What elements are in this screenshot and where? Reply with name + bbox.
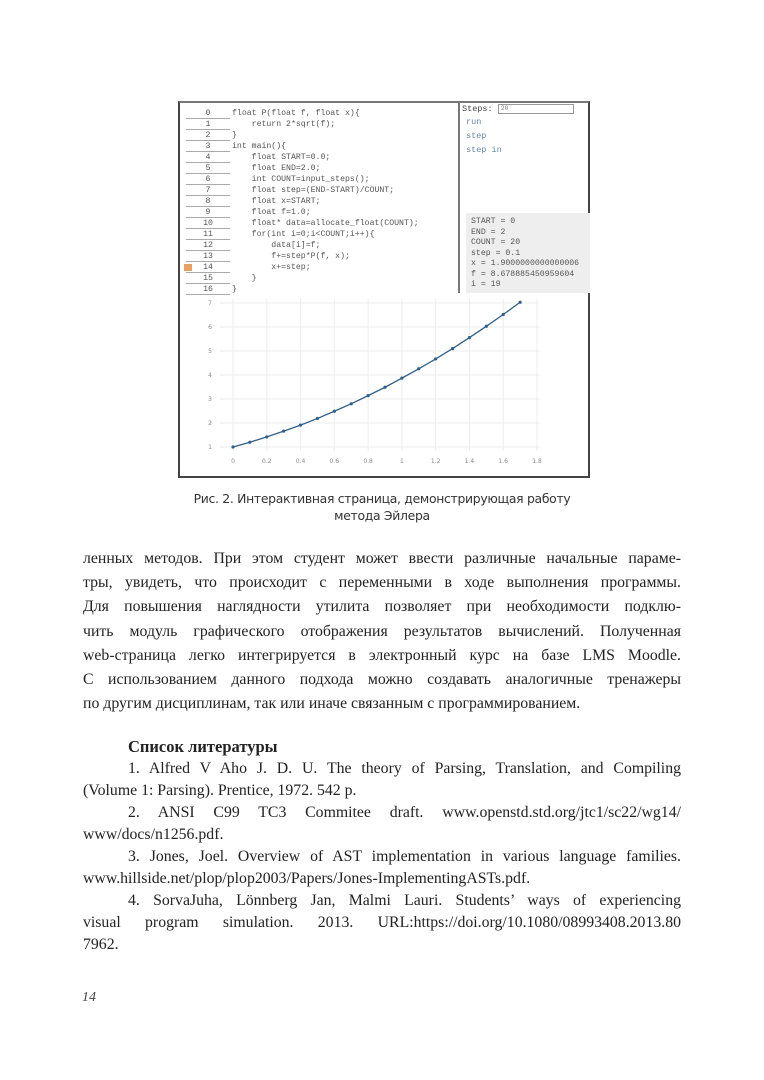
line-number[interactable]: 11: [186, 229, 230, 240]
code-line: [180, 207, 456, 218]
x-tick-label: 1.6: [498, 458, 508, 465]
code-text: float f=1.0;: [232, 208, 311, 217]
code-text: float END=2.0;: [232, 164, 321, 173]
data-point: [367, 394, 370, 397]
data-point: [451, 347, 454, 350]
caption-line-2: метода Эйлера: [334, 508, 430, 523]
run-command[interactable]: run: [466, 117, 482, 127]
code-text: float* data=allocate_float(COUNT);: [232, 219, 419, 228]
body-line: web-страница легко интегрируется в электронный курс на базе LMS Moodle.: [83, 646, 681, 664]
variables-box: [466, 213, 590, 293]
reference-line: (Volume 1: Parsing). Prentice, 1972. 542 p.: [83, 782, 357, 799]
code-text: float START=0.0;: [232, 153, 331, 162]
data-point: [502, 313, 505, 316]
code-panel: [180, 103, 456, 295]
code-line: [180, 130, 456, 141]
reference-line: 1. Alfred V Aho J. D. U. The theory of Parsing, Translation, and Compiling: [128, 760, 681, 777]
code-line: [180, 251, 456, 262]
x-tick-label: 1.8: [532, 458, 542, 465]
variable-value: START = 0: [471, 217, 516, 226]
figure-caption: [150, 490, 614, 524]
data-point: [485, 325, 488, 328]
code-text: }: [232, 274, 257, 283]
x-tick-label: 0.4: [295, 458, 306, 465]
data-point: [282, 430, 285, 433]
reference-item: [83, 802, 681, 846]
data-point: [417, 367, 420, 370]
line-number[interactable]: 13: [186, 251, 230, 262]
data-point: [434, 357, 437, 360]
code-text: }: [232, 131, 237, 140]
data-point: [248, 441, 251, 444]
body-line: чить модуль графического отображения результатов вычислений. Полученная: [83, 622, 681, 640]
reference-line: 7962.: [83, 936, 119, 953]
reference-line: www.hillside.net/plop/plop2003/Papers/Jones-ImplementingASTs.pdf.: [83, 870, 531, 887]
reference-line: www/docs/n1256.pdf.: [83, 826, 224, 843]
code-line: [180, 273, 456, 284]
body-line: тры, увидеть, что происходит с переменными в ходе выполнения программы.: [83, 574, 681, 592]
data-point: [350, 402, 353, 405]
data-point: [231, 445, 234, 448]
code-line: [180, 108, 456, 119]
x-tick-label: 1.4: [464, 458, 475, 465]
variable-value: step = 0.1: [471, 248, 521, 258]
code-text: x+=step;: [232, 263, 311, 272]
reference-item: [83, 758, 681, 802]
line-number[interactable]: 10: [186, 218, 230, 229]
x-tick-label: 0.2: [262, 458, 272, 465]
code-text: int COUNT=input_steps();: [232, 175, 370, 184]
line-number[interactable]: 6: [186, 174, 230, 185]
page-number: 14: [82, 990, 96, 1005]
line-number[interactable]: 4: [186, 152, 230, 163]
caption-line-1: Рис. 2. Интерактивная страница, демонстрирующая работу: [193, 491, 571, 506]
line-number[interactable]: 8: [186, 196, 230, 207]
line-number[interactable]: 16: [186, 284, 230, 295]
line-number[interactable]: 1: [186, 119, 230, 130]
step-in-command[interactable]: step in: [466, 145, 502, 155]
code-line: [180, 119, 456, 130]
x-tick-label: 0.8: [363, 458, 373, 465]
body-line: Для повышения наглядности утилита позволяет при необходимости подклю-: [83, 598, 681, 616]
y-tick-label: 2: [208, 420, 212, 427]
line-number[interactable]: 7: [186, 185, 230, 196]
code-text: float x=START;: [232, 197, 321, 206]
line-number[interactable]: 0: [186, 108, 230, 119]
y-tick-label: 4: [208, 372, 212, 379]
data-point: [400, 377, 403, 380]
reference-line: 4. SorvaJuha, Lönnberg Jan, Malmi Lauri. Students’ ways of experiencing: [128, 892, 681, 909]
body-paragraph: [83, 547, 681, 716]
variable-value: COUNT = 20: [471, 238, 521, 247]
data-point: [333, 410, 336, 413]
code-line: [180, 229, 456, 240]
variable-value: i = 19: [471, 280, 501, 289]
variable-value: END = 2: [471, 227, 506, 237]
steps-panel: [458, 103, 590, 293]
y-tick-label: 6: [208, 324, 212, 331]
line-number[interactable]: 9: [186, 207, 230, 218]
data-point: [265, 435, 268, 438]
line-number[interactable]: 15: [186, 273, 230, 284]
body-line: ленных методов. При этом студент может ввести различные начальные параме-: [83, 550, 681, 567]
x-tick-label: 1: [399, 458, 404, 465]
code-line: [180, 262, 456, 273]
line-number[interactable]: 12: [186, 240, 230, 251]
x-tick-label: 0: [231, 458, 235, 465]
line-number[interactable]: 2: [186, 130, 230, 141]
data-point: [299, 424, 302, 427]
reference-line: 2. ANSI C99 TC3 Commitee draft. www.openstd.std.org/jtc1/sc22/wg14/: [128, 804, 681, 821]
y-tick-label: 3: [208, 396, 212, 403]
data-point: [468, 336, 471, 339]
code-line: [180, 163, 456, 174]
code-text: f+=step*P(f, x);: [232, 252, 350, 261]
line-number[interactable]: 14: [186, 262, 230, 273]
euler-chart: [180, 293, 588, 476]
code-line: [180, 141, 456, 152]
variable-value: f = 8.678885450959604: [471, 269, 575, 279]
code-line: [180, 240, 456, 251]
code-text: data[i]=f;: [232, 241, 321, 250]
data-point: [316, 417, 319, 420]
figure-screenshot: [178, 101, 590, 478]
line-number[interactable]: 3: [186, 141, 230, 152]
y-tick-label: 1: [208, 444, 212, 451]
code-text: return 2*sqrt(f);: [232, 120, 336, 129]
y-tick-label: 5: [208, 348, 212, 355]
line-number[interactable]: 5: [186, 163, 230, 174]
code-text: int main(){: [232, 142, 287, 151]
code-line: [180, 152, 456, 163]
code-text: float step=(END-START)/COUNT;: [232, 186, 395, 195]
reference-item: [83, 890, 681, 956]
code-line: [180, 174, 456, 185]
code-text: for(int i=0;i<COUNT;i++){: [232, 230, 375, 239]
code-text: float P(float f, float x){: [232, 109, 360, 118]
reference-item: [83, 846, 681, 890]
data-point: [383, 386, 386, 389]
body-line: по другим дисциплинам, так или иначе связанным с программированием.: [83, 695, 581, 713]
steps-input[interactable]: 20: [498, 104, 574, 114]
code-line: [180, 185, 456, 196]
y-tick-label: 7: [208, 300, 212, 307]
code-line: [180, 196, 456, 207]
reference-line: visual program simulation. 2013. URL:https://doi.org/10.1080/08993408.2013.80: [83, 914, 681, 931]
data-point: [519, 301, 522, 304]
reference-line: 3. Jones, Joel. Overview of AST implementation in various language families.: [128, 848, 681, 865]
body-line: С использованием данного подхода можно создавать аналогичные тренажеры: [83, 671, 681, 689]
variable-value: x = 1.9000000000000006: [471, 259, 580, 268]
x-tick-label: 1.2: [430, 458, 441, 465]
step-command[interactable]: step: [466, 131, 487, 141]
steps-label: Steps:: [462, 104, 493, 114]
references-title: Список литературы: [128, 737, 278, 756]
x-tick-label: 0.6: [329, 458, 340, 465]
code-line: [180, 218, 456, 229]
code-text: }: [232, 285, 237, 294]
